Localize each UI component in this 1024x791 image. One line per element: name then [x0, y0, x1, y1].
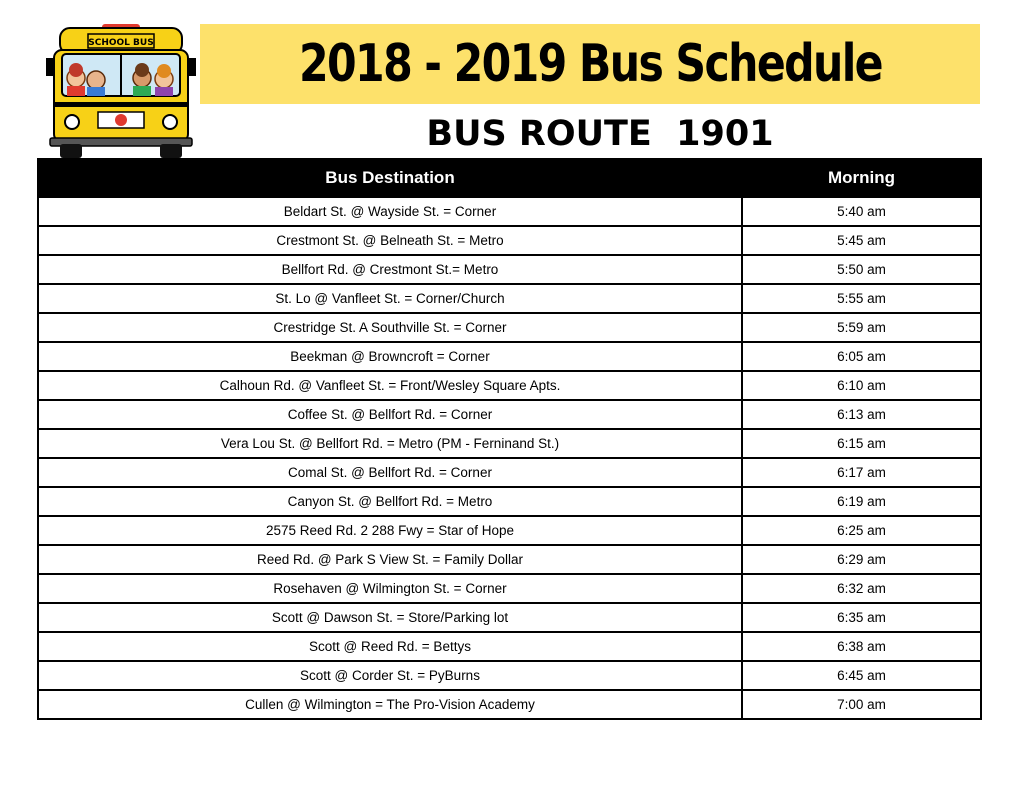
table-row — [38, 313, 981, 342]
time-cell: 5:40 am — [742, 197, 981, 226]
table-row — [38, 255, 981, 284]
column-header-morning: Morning — [742, 159, 981, 197]
destination-cell: Cullen @ Wilmington = The Pro-Vision Academy — [38, 690, 742, 719]
table-row — [38, 226, 981, 255]
destination-cell: Rosehaven @ Wilmington St. = Corner — [38, 574, 742, 603]
destination-cell: Scott @ Dawson St. = Store/Parking lot — [38, 603, 742, 632]
column-header-destination: Bus Destination — [38, 159, 742, 197]
bus-sign-text: SCHOOL BUS — [88, 38, 154, 48]
time-cell: 5:45 am — [742, 226, 981, 255]
route-title: BUS ROUTE 1901 — [426, 114, 774, 154]
table-row — [38, 632, 981, 661]
time-cell: 6:13 am — [742, 400, 981, 429]
table-row — [38, 371, 981, 400]
destination-cell: Scott @ Corder St. = PyBurns — [38, 661, 742, 690]
school-bus-illustration — [46, 22, 196, 158]
time-cell: 6:15 am — [742, 429, 981, 458]
table-row — [38, 690, 981, 719]
destination-cell: Canyon St. @ Bellfort Rd. = Metro — [38, 487, 742, 516]
destination-cell: Crestridge St. A Southville St. = Corner — [38, 313, 742, 342]
time-cell: 6:05 am — [742, 342, 981, 371]
table-row — [38, 458, 981, 487]
table-row — [38, 574, 981, 603]
destination-cell: Crestmont St. @ Belneath St. = Metro — [38, 226, 742, 255]
table-row — [38, 661, 981, 690]
table-row — [38, 400, 981, 429]
table-row — [38, 284, 981, 313]
time-cell: 6:38 am — [742, 632, 981, 661]
schedule-body — [38, 197, 981, 719]
time-cell: 7:00 am — [742, 690, 981, 719]
destination-cell: Coffee St. @ Bellfort Rd. = Corner — [38, 400, 742, 429]
time-cell: 6:19 am — [742, 487, 981, 516]
table-row — [38, 603, 981, 632]
table-row — [38, 197, 981, 226]
destination-cell: Beekman @ Browncroft = Corner — [38, 342, 742, 371]
school-bus-icon — [46, 22, 196, 158]
time-cell: 5:55 am — [742, 284, 981, 313]
destination-cell: Calhoun Rd. @ Vanfleet St. = Front/Wesley Square Apts. — [38, 371, 742, 400]
time-cell: 6:17 am — [742, 458, 981, 487]
destination-cell: Reed Rd. @ Park S View St. = Family Dollar — [38, 545, 742, 574]
table-row — [38, 516, 981, 545]
destination-cell: Beldart St. @ Wayside St. = Corner — [38, 197, 742, 226]
destination-cell: St. Lo @ Vanfleet St. = Corner/Church — [38, 284, 742, 313]
time-cell: 6:32 am — [742, 574, 981, 603]
destination-cell: Comal St. @ Bellfort Rd. = Corner — [38, 458, 742, 487]
title-banner — [200, 24, 980, 104]
table-row — [38, 545, 981, 574]
table-row — [38, 342, 981, 371]
time-cell: 5:50 am — [742, 255, 981, 284]
destination-cell: Vera Lou St. @ Bellfort Rd. = Metro (PM - Ferninand St.) — [38, 429, 742, 458]
destination-cell: 2575 Reed Rd. 2 288 Fwy = Star of Hope — [38, 516, 742, 545]
table-row — [38, 487, 981, 516]
time-cell: 6:25 am — [742, 516, 981, 545]
table-row — [38, 429, 981, 458]
schedule-table — [37, 158, 982, 720]
time-cell: 6:35 am — [742, 603, 981, 632]
destination-cell: Bellfort Rd. @ Crestmont St.= Metro — [38, 255, 742, 284]
time-cell: 6:45 am — [742, 661, 981, 690]
table-header-row — [38, 159, 981, 197]
page-title: 2018 - 2019 Bus Schedule — [298, 34, 882, 94]
time-cell: 5:59 am — [742, 313, 981, 342]
time-cell: 6:29 am — [742, 545, 981, 574]
destination-cell: Scott @ Reed Rd. = Bettys — [38, 632, 742, 661]
time-cell: 6:10 am — [742, 371, 981, 400]
